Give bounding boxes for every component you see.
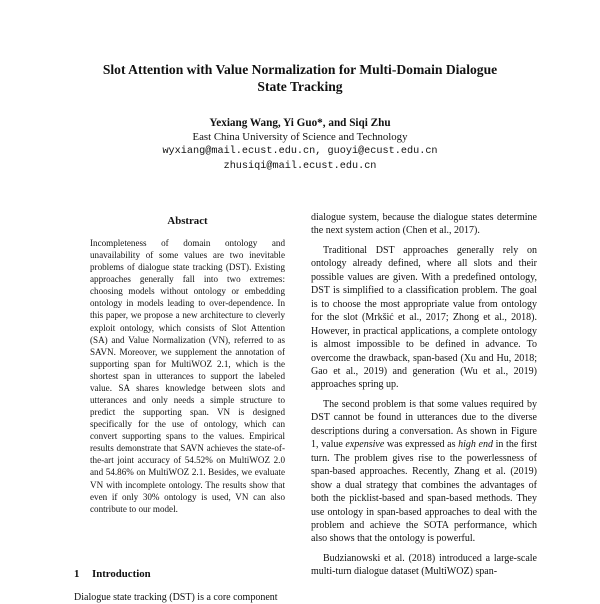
introduction-first-line: Dialogue state tracking (DST) is a core component xyxy=(74,592,278,603)
right-paragraph-4: Budzianowski et al. (2018) introduced a large-scale multi-turn dialogue dataset (MultiWOZ) span- xyxy=(311,552,537,578)
p3-text-c: in the first turn. The problem gives rise to the powerlessness of span-based approaches. Recently, Zhang et al. (2019) show a dual strategy that combines the advantages of both the picklist-based and span-based methods. They use ontology in span-based approaches to deal with the problem and achieve the SOTA performance, which also shows that the ontology is powerful. xyxy=(311,439,538,545)
paper-emails-line-1: wyxiang@mail.ecust.edu.cn, guoyi@ecust.edu.cn xyxy=(162,146,438,157)
right-column-text xyxy=(311,211,537,579)
right-paragraph-3 xyxy=(311,398,537,546)
paper-authors: Yexiang Wang, Yi Guo*, and Siqi Zhu xyxy=(209,117,391,129)
section-title: Introduction xyxy=(92,568,151,580)
paper-title-line-1: Slot Attention with Value Normalization for Multi-Domain Dialogue xyxy=(102,62,498,77)
abstract-text: Incompleteness of domain ontology and unavailability of some values are two inevitable problems of dialogue state tracking (DST). Existing approaches generally fall into two extremes: choosing models without ontology or embedding ontology in models leading to over-dependence. In this paper, we propose a new architecture to cleverly exploit ontology, which consists of Slot Attention (SA) and Value Normalization (VN), referred to as SAVN. Moreover, we supplement the annotation of supporting span for MultiWOZ 2.1, which is the shortest span in utterances to support the labeled value. SA shares knowledge between slots and utterances and only needs a simple structure to predict the supporting span. VN is designed specifically for the use of ontology, which can convert supporting spans to the values. Empirical results demonstrate that SAVN achieves the state-of-the-art joint accuracy of 54.52% on MultiWOZ 2.0 and 54.86% on MultiWOZ 2.1. Besides, we evaluate VN with incomplete ontology. The results show that even if only 30% ontology is used, VN can also contribute to our model. xyxy=(90,238,285,514)
paper-emails-line-2: zhusiqi@mail.ecust.edu.cn xyxy=(223,161,377,172)
p3-term-expensive: expensive xyxy=(345,439,385,451)
right-paragraph-2: Traditional DST approaches generally rely on ontology already defined, where all slots and their possible values are given. With a predefined ontology, DST is simplified to a classification problem. The goal is to choose the most appropriate value from ontology for the slot (Mrkšić et al., 2017; Zhong et al., 2018). However, in practical applications, a complete ontology is almost impossible to be defined in advance. To overcome the drawback, span-based (Xu and Hu, 2018; Gao et al., 2019) and generation (Wu et al., 2019) approaches spring up. xyxy=(311,244,537,391)
paper-affiliation: East China University of Science and Technology xyxy=(192,131,408,143)
section-number: 1 xyxy=(74,568,80,580)
paper-title xyxy=(60,61,540,95)
introduction-heading xyxy=(74,567,294,581)
p3-text-a: The second problem is that some values required by DST cannot be found in utterances due to the diverse descriptions during a conversation. As shown in Figure 1, value xyxy=(311,398,537,451)
p3-term-high-end: high end xyxy=(458,439,493,451)
abstract-heading: Abstract xyxy=(167,215,208,227)
p3-text-b: was expressed as xyxy=(384,439,459,451)
paper-title-line-2: State Tracking xyxy=(257,79,343,94)
right-paragraph-1: dialogue system, because the dialogue states determine the next system action (Chen et al., 2017). xyxy=(311,212,537,237)
